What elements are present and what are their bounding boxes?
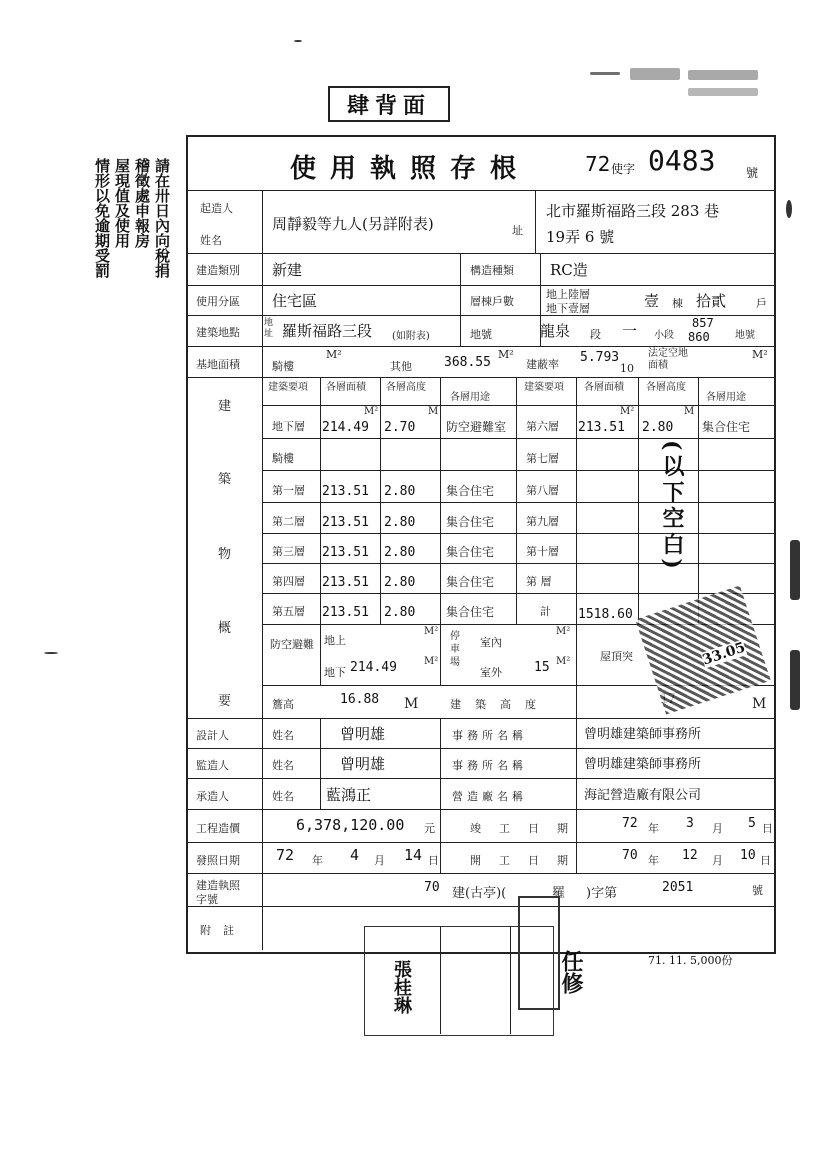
coverage-label: 建蔽率: [526, 358, 559, 371]
rule: [186, 842, 774, 843]
date-unit: 月: [374, 854, 385, 867]
floor-area: 213.51: [322, 484, 369, 499]
form-title: 使用執照存根: [290, 154, 531, 184]
cert-number: 0483: [648, 144, 716, 177]
floor-name: 第七層: [526, 452, 559, 465]
floor-name: 第一層: [272, 484, 305, 497]
unit: M²: [556, 626, 571, 637]
legal-space-label: 法定空地面積: [648, 348, 688, 371]
done-day: 5: [748, 816, 756, 831]
start-label: 開工日期: [470, 854, 586, 867]
side-note-line: 稽徵處申報房: [133, 158, 151, 248]
area-label: 基地面積: [196, 358, 240, 371]
unit: M²: [326, 348, 342, 361]
floor-area: 213.51: [322, 515, 369, 530]
rule: [320, 718, 321, 809]
date-unit: 年: [648, 822, 659, 835]
floor-height: 2.70: [384, 420, 416, 435]
floor-name: 第九層: [526, 515, 559, 528]
supervisor-name: 曾明雄: [340, 755, 386, 773]
floor-use: 集合住宅: [446, 484, 495, 498]
rule: [320, 377, 321, 685]
household-count: 拾貳: [696, 292, 727, 310]
xiaoduan-label: 小段: [654, 330, 674, 341]
floor-area: 213.51: [322, 575, 369, 590]
cost-unit: 元: [424, 822, 435, 835]
supervisor-org: 曾明雄建築師事務所: [584, 757, 702, 772]
rule: [186, 377, 774, 378]
rule: [186, 873, 774, 874]
done-label: 竣工日期: [470, 822, 586, 835]
parking-indoor: 室內: [480, 636, 502, 649]
sub-section: 一: [622, 322, 638, 340]
parking-outdoor: 室外: [480, 666, 502, 679]
section-char: 建: [218, 399, 232, 414]
rule: [440, 718, 441, 873]
rule: [510, 926, 511, 1034]
designer-org: 曾明雄建築師事務所: [584, 727, 702, 742]
cost-label: 工程造價: [196, 822, 240, 835]
cert-hao: 號: [746, 166, 759, 180]
floor-name: 騎樓: [272, 452, 294, 465]
unit: M²: [752, 348, 768, 361]
floor-height: 2.80: [642, 420, 674, 435]
role-label: 監造人: [196, 759, 229, 772]
unit: M²: [424, 656, 439, 667]
total-area: 1518.60: [578, 607, 633, 622]
struct-label: 構造種類: [470, 264, 514, 277]
rule: [186, 253, 774, 254]
floor-name: 第五層: [272, 605, 305, 618]
name-label: 姓名: [272, 790, 294, 803]
name-label: 姓名: [272, 759, 294, 772]
col-header: 各層用途: [706, 392, 746, 403]
section-char: 概: [218, 621, 232, 636]
roof-label: 屋頂突: [600, 650, 633, 663]
rule: [186, 190, 774, 191]
lot-number: 860: [688, 330, 710, 344]
unit: M²: [498, 348, 514, 361]
side-note-line: 屋現值及使用: [113, 158, 131, 248]
unit: M²: [556, 656, 571, 667]
builder-label: 起造人: [200, 202, 233, 215]
issue-day: 14: [404, 846, 423, 864]
contractor-name: 藍鴻正: [326, 786, 372, 804]
issue-year: 72: [276, 846, 295, 864]
permit-text: 建(古亭)(: [452, 886, 507, 901]
date-unit: 年: [648, 854, 659, 867]
floors-above: 地上陸層: [546, 288, 590, 301]
lot-suffix: 地號: [735, 330, 755, 341]
other-area: 368.55: [444, 355, 491, 370]
col-header: 各層面積: [584, 382, 624, 393]
rule: [186, 346, 774, 347]
date-unit: 日: [762, 822, 773, 835]
org-label: 營造廠名稱: [452, 790, 527, 803]
col-header: 各層高度: [646, 382, 686, 393]
floors-below: 地下壹層: [546, 302, 590, 315]
rule: [440, 377, 441, 685]
address-line: 19弄 6 號: [546, 228, 615, 246]
unit: M: [428, 406, 439, 417]
side-note-line: 請在卅日內向稅捐: [153, 158, 171, 278]
floor-use: 集合住宅: [446, 545, 495, 559]
floor-name: 計: [540, 605, 551, 618]
done-month: 3: [686, 816, 694, 831]
permit-char: 羅: [552, 886, 566, 901]
permit-year: 70: [424, 880, 440, 895]
building-count: 壹: [644, 292, 660, 310]
remark-label: 附註: [200, 924, 246, 937]
floor-height: 2.80: [384, 575, 416, 590]
unit: M²: [620, 406, 635, 417]
addr-tag: 地址: [264, 318, 274, 339]
unit: M: [684, 406, 695, 417]
shelter-below-area: 214.49: [350, 660, 397, 675]
speck: [790, 650, 800, 710]
rule: [698, 377, 699, 624]
date-unit: 日: [428, 854, 439, 867]
start-year: 70: [622, 848, 638, 863]
rule: [186, 718, 774, 719]
building-unit: 棟: [672, 297, 683, 310]
parking-outdoor-count: 15: [534, 660, 550, 675]
lot-label: 地號: [470, 328, 492, 341]
unit: M: [404, 696, 419, 712]
rule: [262, 190, 263, 950]
speck: [790, 540, 800, 600]
name-label: 姓名: [272, 729, 294, 742]
rule: [186, 285, 774, 286]
floor-use: 防空避難室: [446, 420, 507, 434]
permit-number: 2051: [662, 880, 694, 895]
role-label: 承造人: [196, 790, 229, 803]
rule: [576, 718, 577, 873]
floor-area: 214.49: [322, 420, 369, 435]
floor-use: 集合住宅: [446, 575, 495, 589]
floor-name: 第十層: [526, 545, 559, 558]
type-label: 建造類別: [196, 264, 240, 277]
speck: [44, 652, 58, 654]
floor-height: 2.80: [384, 545, 416, 560]
org-label: 事務所名稱: [452, 759, 527, 772]
floor-use: 集合住宅: [446, 605, 495, 619]
floors-label: 層棟戶數: [470, 295, 514, 308]
speck: [294, 40, 302, 42]
side-note: [93, 158, 172, 488]
designer-name: 曾明雄: [340, 725, 386, 743]
unit: M: [752, 696, 767, 712]
permit-label: 字號: [196, 893, 218, 906]
floor-height: 2.80: [384, 605, 416, 620]
floor-area: 213.51: [322, 605, 369, 620]
date-unit: 月: [712, 822, 723, 835]
official-seal: 任修: [558, 950, 584, 994]
floor-area: 213.51: [322, 545, 369, 560]
floor-use: 集合住宅: [702, 420, 751, 434]
shelter-label: 防空避難: [270, 638, 314, 651]
rule: [440, 926, 441, 1034]
col-header: 各層用途: [450, 392, 490, 403]
chop-mark: [518, 896, 560, 1010]
zone-value: 住宅區: [272, 292, 318, 310]
builder-name: 周靜毅等九人(另詳附表): [272, 215, 434, 233]
builder-label: 姓名: [200, 234, 222, 247]
floor-name: 第 層: [526, 575, 552, 588]
floor-height: 2.80: [384, 484, 416, 499]
rule: [460, 253, 461, 346]
household-unit: 戶: [756, 297, 767, 310]
print-note: 71. 11. 5,000份: [648, 954, 733, 967]
rule: [186, 748, 774, 749]
floor-height: 2.80: [384, 515, 416, 530]
unit: M²: [424, 626, 439, 637]
duan-label: 段: [590, 328, 601, 341]
eave-label: 簷高: [272, 698, 294, 711]
start-day: 10: [740, 848, 756, 863]
date-unit: 月: [712, 854, 723, 867]
unit: M²: [364, 406, 379, 417]
lot-number: 857: [692, 316, 714, 330]
parking-label: 停車場: [450, 631, 460, 668]
permit-label: 建造執照: [196, 879, 240, 892]
building-height-label: 建築高度: [450, 698, 550, 711]
type-value: 新建: [272, 261, 303, 279]
rule: [186, 906, 774, 907]
col-header: 建築要項: [524, 382, 564, 393]
back-side-stamp: 肆背面: [328, 86, 450, 122]
cost-value: 6,378,120.00: [296, 816, 405, 834]
permit-text: )字第: [586, 886, 618, 901]
org-label: 事務所名稱: [452, 729, 527, 742]
col-header: 建築要項: [268, 382, 308, 393]
eave-height: 16.88: [340, 692, 380, 707]
other-label: 其他: [390, 360, 412, 373]
rule: [186, 809, 774, 810]
faint-stamp: [590, 62, 770, 102]
role-label: 設計人: [196, 729, 229, 742]
cert-zi: 使字: [611, 162, 636, 176]
rule: [638, 377, 639, 624]
location-value: 羅斯福路三段: [282, 322, 373, 340]
official-seal: 張桂琳: [391, 960, 412, 1014]
cert-year: 72: [585, 152, 611, 176]
date-unit: 日: [760, 854, 771, 867]
issue-label: 發照日期: [196, 854, 240, 867]
rule: [380, 377, 381, 624]
col-header: 各層高度: [386, 382, 426, 393]
col-header: 各層面積: [326, 382, 366, 393]
floor-area: 213.51: [578, 420, 625, 435]
address-line: 北市羅斯福路三段 283 巷: [546, 202, 720, 220]
contractor-org: 海記營造廠有限公司: [584, 788, 702, 803]
rule: [186, 315, 774, 316]
start-month: 12: [682, 848, 698, 863]
blank-below-stamp: (以下空白): [659, 440, 685, 573]
arcade-label: 騎樓: [272, 360, 294, 373]
stamp-text: 33.05: [700, 639, 748, 669]
location-label: 建築地點: [196, 326, 240, 339]
date-unit: 年: [312, 854, 323, 867]
section-char: 築: [218, 472, 232, 487]
rule: [186, 778, 774, 779]
floor-name: 第八層: [526, 484, 559, 497]
done-year: 72: [622, 816, 638, 831]
coverage-den: 10: [620, 362, 634, 375]
floor-name: 第二層: [272, 515, 305, 528]
issue-month: 4: [350, 846, 360, 864]
floor-use: 集合住宅: [446, 515, 495, 529]
permit-hao: 號: [752, 884, 763, 897]
rule: [576, 377, 577, 718]
section-name: 龍泉: [540, 322, 571, 340]
speck: [786, 200, 792, 218]
floor-name: 第六層: [526, 420, 559, 433]
floor-name: 第四層: [272, 575, 305, 588]
rule: [535, 190, 536, 253]
struct-value: RC造: [550, 261, 588, 279]
rule: [516, 377, 517, 624]
floor-name: 第三層: [272, 545, 305, 558]
coverage-value: 5.793: [580, 350, 620, 365]
floor-name: 地下層: [272, 420, 305, 433]
address-label: 址: [512, 224, 523, 237]
shelter-above: 地上: [324, 634, 346, 647]
location-note: (如附表): [392, 331, 430, 342]
shelter-below: 地下: [324, 666, 346, 679]
zone-label: 使用分區: [196, 295, 240, 308]
side-note-line: 情形以免逾期受罰: [93, 158, 111, 278]
section-char: 要: [218, 694, 232, 709]
section-char: 物: [218, 547, 232, 562]
